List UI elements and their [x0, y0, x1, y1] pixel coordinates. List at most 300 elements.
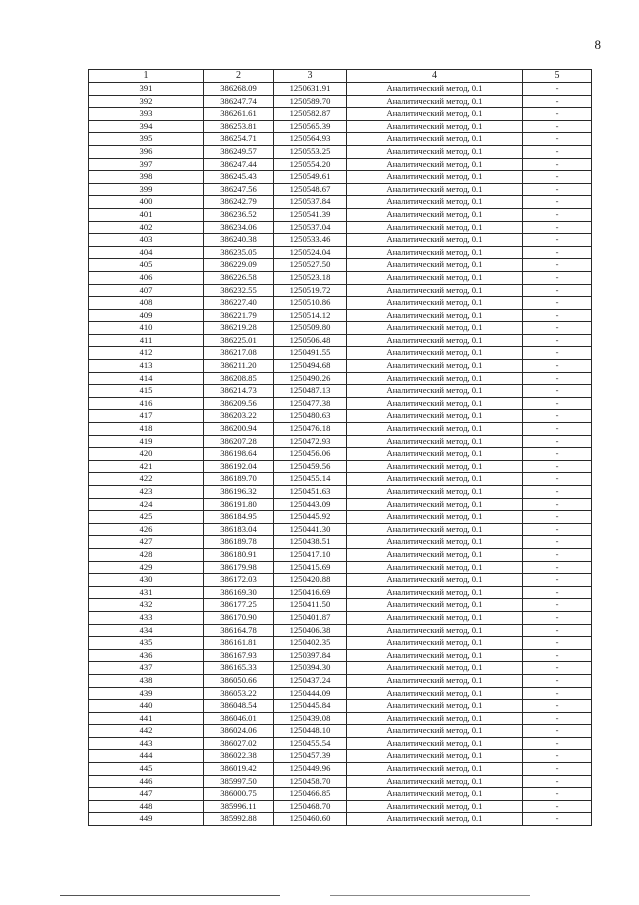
method-cell: Аналитический метод, 0.1 [347, 750, 523, 763]
point-number-cell: 409 [89, 309, 204, 322]
note-cell: - [523, 574, 592, 587]
table-row [89, 284, 592, 297]
point-number-cell: 439 [89, 687, 204, 700]
method-cell: Аналитический метод, 0.1 [347, 813, 523, 826]
y-coordinate-cell: 1250509.80 [274, 322, 347, 335]
y-coordinate-cell: 1250441.30 [274, 523, 347, 536]
method-cell: Аналитический метод, 0.1 [347, 271, 523, 284]
method-cell: Аналитический метод, 0.1 [347, 347, 523, 360]
point-number-cell: 430 [89, 574, 204, 587]
scan-edge-marks [0, 880, 639, 900]
method-cell: Аналитический метод, 0.1 [347, 208, 523, 221]
coordinates-table [88, 69, 592, 826]
x-coordinate-cell: 386180.91 [204, 548, 274, 561]
table-row [89, 145, 592, 158]
x-coordinate-cell: 386177.25 [204, 599, 274, 612]
note-cell: - [523, 511, 592, 524]
y-coordinate-cell: 1250494.68 [274, 360, 347, 373]
table-row [89, 171, 592, 184]
note-cell: - [523, 423, 592, 436]
y-coordinate-cell: 1250444.09 [274, 687, 347, 700]
table-row [89, 347, 592, 360]
y-coordinate-cell: 1250438.51 [274, 536, 347, 549]
table-row [89, 460, 592, 473]
note-cell: - [523, 725, 592, 738]
point-number-cell: 407 [89, 284, 204, 297]
point-number-cell: 393 [89, 108, 204, 121]
method-cell: Аналитический метод, 0.1 [347, 624, 523, 637]
method-cell: Аналитический метод, 0.1 [347, 448, 523, 461]
table-row [89, 763, 592, 776]
y-coordinate-cell: 1250415.69 [274, 561, 347, 574]
y-coordinate-cell: 1250411.50 [274, 599, 347, 612]
note-cell: - [523, 737, 592, 750]
x-coordinate-cell: 386214.73 [204, 385, 274, 398]
y-coordinate-cell: 1250537.04 [274, 221, 347, 234]
x-coordinate-cell: 386164.78 [204, 624, 274, 637]
y-coordinate-cell: 1250449.96 [274, 763, 347, 776]
point-number-cell: 406 [89, 271, 204, 284]
method-cell: Аналитический метод, 0.1 [347, 120, 523, 133]
x-coordinate-cell: 386253.81 [204, 120, 274, 133]
note-cell: - [523, 284, 592, 297]
note-cell: - [523, 763, 592, 776]
method-cell: Аналитический метод, 0.1 [347, 775, 523, 788]
table-row [89, 700, 592, 713]
x-coordinate-cell: 386184.95 [204, 511, 274, 524]
point-number-cell: 434 [89, 624, 204, 637]
point-number-cell: 408 [89, 297, 204, 310]
table-row [89, 523, 592, 536]
y-coordinate-cell: 1250420.88 [274, 574, 347, 587]
y-coordinate-cell: 1250406.38 [274, 624, 347, 637]
method-cell: Аналитический метод, 0.1 [347, 158, 523, 171]
table-row [89, 800, 592, 813]
note-cell: - [523, 624, 592, 637]
x-coordinate-cell: 385992.88 [204, 813, 274, 826]
table-body [89, 83, 592, 826]
note-cell: - [523, 813, 592, 826]
note-cell: - [523, 83, 592, 96]
note-cell: - [523, 385, 592, 398]
table-row [89, 624, 592, 637]
x-coordinate-cell: 386242.79 [204, 196, 274, 209]
table-row [89, 637, 592, 650]
note-cell: - [523, 309, 592, 322]
method-cell: Аналитический метод, 0.1 [347, 360, 523, 373]
point-number-cell: 401 [89, 208, 204, 221]
method-cell: Аналитический метод, 0.1 [347, 435, 523, 448]
point-number-cell: 403 [89, 234, 204, 247]
y-coordinate-cell: 1250443.09 [274, 498, 347, 511]
x-coordinate-cell: 386179.98 [204, 561, 274, 574]
x-coordinate-cell: 386247.44 [204, 158, 274, 171]
table-row [89, 423, 592, 436]
note-cell: - [523, 334, 592, 347]
note-cell: - [523, 649, 592, 662]
method-cell: Аналитический метод, 0.1 [347, 385, 523, 398]
method-cell: Аналитический метод, 0.1 [347, 221, 523, 234]
point-number-cell: 395 [89, 133, 204, 146]
method-cell: Аналитический метод, 0.1 [347, 712, 523, 725]
y-coordinate-cell: 1250589.70 [274, 95, 347, 108]
point-number-cell: 445 [89, 763, 204, 776]
x-coordinate-cell: 386024.06 [204, 725, 274, 738]
y-coordinate-cell: 1250487.13 [274, 385, 347, 398]
point-number-cell: 416 [89, 397, 204, 410]
method-cell: Аналитический метод, 0.1 [347, 234, 523, 247]
y-coordinate-cell: 1250480.63 [274, 410, 347, 423]
y-coordinate-cell: 1250455.14 [274, 473, 347, 486]
table-row [89, 435, 592, 448]
table-row [89, 385, 592, 398]
x-coordinate-cell: 386161.81 [204, 637, 274, 650]
table-row [89, 208, 592, 221]
x-coordinate-cell: 386221.79 [204, 309, 274, 322]
table-row [89, 674, 592, 687]
x-coordinate-cell: 386169.30 [204, 586, 274, 599]
note-cell: - [523, 347, 592, 360]
method-cell: Аналитический метод, 0.1 [347, 473, 523, 486]
note-cell: - [523, 196, 592, 209]
table-row [89, 574, 592, 587]
method-cell: Аналитический метод, 0.1 [347, 586, 523, 599]
point-number-cell: 419 [89, 435, 204, 448]
note-cell: - [523, 271, 592, 284]
x-coordinate-cell: 386027.02 [204, 737, 274, 750]
point-number-cell: 435 [89, 637, 204, 650]
table-row [89, 662, 592, 675]
point-number-cell: 405 [89, 259, 204, 272]
point-number-cell: 410 [89, 322, 204, 335]
y-coordinate-cell: 1250553.25 [274, 145, 347, 158]
note-cell: - [523, 133, 592, 146]
point-number-cell: 425 [89, 511, 204, 524]
x-coordinate-cell: 386192.04 [204, 460, 274, 473]
table-row [89, 498, 592, 511]
scan-line [330, 895, 530, 896]
y-coordinate-cell: 1250445.84 [274, 700, 347, 713]
x-coordinate-cell: 386245.43 [204, 171, 274, 184]
x-coordinate-cell: 386183.04 [204, 523, 274, 536]
y-coordinate-cell: 1250456.06 [274, 448, 347, 461]
method-cell: Аналитический метод, 0.1 [347, 133, 523, 146]
y-coordinate-cell: 1250582.87 [274, 108, 347, 121]
y-coordinate-cell: 1250564.93 [274, 133, 347, 146]
method-cell: Аналитический метод, 0.1 [347, 372, 523, 385]
method-cell: Аналитический метод, 0.1 [347, 700, 523, 713]
note-cell: - [523, 486, 592, 499]
table-row [89, 297, 592, 310]
note-cell: - [523, 536, 592, 549]
note-cell: - [523, 360, 592, 373]
note-cell: - [523, 448, 592, 461]
note-cell: - [523, 586, 592, 599]
note-cell: - [523, 700, 592, 713]
x-coordinate-cell: 386046.01 [204, 712, 274, 725]
method-cell: Аналитический метод, 0.1 [347, 637, 523, 650]
table-row [89, 234, 592, 247]
y-coordinate-cell: 1250490.26 [274, 372, 347, 385]
y-coordinate-cell: 1250537.84 [274, 196, 347, 209]
note-cell: - [523, 662, 592, 675]
point-number-cell: 429 [89, 561, 204, 574]
x-coordinate-cell: 386198.64 [204, 448, 274, 461]
point-number-cell: 412 [89, 347, 204, 360]
point-number-cell: 431 [89, 586, 204, 599]
y-coordinate-cell: 1250394.30 [274, 662, 347, 675]
point-number-cell: 392 [89, 95, 204, 108]
table-row [89, 83, 592, 96]
x-coordinate-cell: 386247.74 [204, 95, 274, 108]
method-cell: Аналитический метод, 0.1 [347, 674, 523, 687]
table-row [89, 183, 592, 196]
point-number-cell: 427 [89, 536, 204, 549]
y-coordinate-cell: 1250510.86 [274, 297, 347, 310]
note-cell: - [523, 548, 592, 561]
table-row [89, 410, 592, 423]
x-coordinate-cell: 386048.54 [204, 700, 274, 713]
y-coordinate-cell: 1250527.50 [274, 259, 347, 272]
point-number-cell: 428 [89, 548, 204, 561]
page-number: 8 [594, 37, 601, 52]
note-cell: - [523, 637, 592, 650]
header-cell-1: 1 [89, 70, 204, 83]
x-coordinate-cell: 386019.42 [204, 763, 274, 776]
point-number-cell: 447 [89, 788, 204, 801]
method-cell: Аналитический метод, 0.1 [347, 649, 523, 662]
y-coordinate-cell: 1250565.39 [274, 120, 347, 133]
scan-line [60, 895, 280, 896]
y-coordinate-cell: 1250397.84 [274, 649, 347, 662]
table-row [89, 775, 592, 788]
point-number-cell: 446 [89, 775, 204, 788]
note-cell: - [523, 234, 592, 247]
method-cell: Аналитический метод, 0.1 [347, 788, 523, 801]
table-row [89, 599, 592, 612]
method-cell: Аналитический метод, 0.1 [347, 95, 523, 108]
y-coordinate-cell: 1250631.91 [274, 83, 347, 96]
point-number-cell: 398 [89, 171, 204, 184]
method-cell: Аналитический метод, 0.1 [347, 548, 523, 561]
point-number-cell: 449 [89, 813, 204, 826]
point-number-cell: 432 [89, 599, 204, 612]
table-row [89, 246, 592, 259]
note-cell: - [523, 674, 592, 687]
note-cell: - [523, 750, 592, 763]
x-coordinate-cell: 386170.90 [204, 611, 274, 624]
y-coordinate-cell: 1250519.72 [274, 284, 347, 297]
note-cell: - [523, 611, 592, 624]
point-number-cell: 396 [89, 145, 204, 158]
method-cell: Аналитический метод, 0.1 [347, 687, 523, 700]
method-cell: Аналитический метод, 0.1 [347, 322, 523, 335]
x-coordinate-cell: 386261.61 [204, 108, 274, 121]
point-number-cell: 444 [89, 750, 204, 763]
point-number-cell: 421 [89, 460, 204, 473]
y-coordinate-cell: 1250477.38 [274, 397, 347, 410]
point-number-cell: 424 [89, 498, 204, 511]
method-cell: Аналитический метод, 0.1 [347, 397, 523, 410]
point-number-cell: 391 [89, 83, 204, 96]
x-coordinate-cell: 386249.57 [204, 145, 274, 158]
point-number-cell: 440 [89, 700, 204, 713]
table-row [89, 511, 592, 524]
table-row [89, 737, 592, 750]
note-cell: - [523, 775, 592, 788]
table-row [89, 750, 592, 763]
note-cell: - [523, 498, 592, 511]
x-coordinate-cell: 386234.06 [204, 221, 274, 234]
note-cell: - [523, 397, 592, 410]
x-coordinate-cell: 386226.58 [204, 271, 274, 284]
y-coordinate-cell: 1250417.10 [274, 548, 347, 561]
y-coordinate-cell: 1250455.54 [274, 737, 347, 750]
table-row [89, 95, 592, 108]
table-row [89, 536, 592, 549]
table-row [89, 221, 592, 234]
table-row [89, 687, 592, 700]
note-cell: - [523, 788, 592, 801]
table-header-row [89, 70, 592, 83]
x-coordinate-cell: 386207.28 [204, 435, 274, 448]
x-coordinate-cell: 386247.56 [204, 183, 274, 196]
point-number-cell: 418 [89, 423, 204, 436]
method-cell: Аналитический метод, 0.1 [347, 498, 523, 511]
method-cell: Аналитический метод, 0.1 [347, 410, 523, 423]
x-coordinate-cell: 386172.03 [204, 574, 274, 587]
x-coordinate-cell: 386000.75 [204, 788, 274, 801]
y-coordinate-cell: 1250457.39 [274, 750, 347, 763]
y-coordinate-cell: 1250437.24 [274, 674, 347, 687]
table-row [89, 788, 592, 801]
point-number-cell: 422 [89, 473, 204, 486]
note-cell: - [523, 523, 592, 536]
method-cell: Аналитический метод, 0.1 [347, 171, 523, 184]
table-row [89, 712, 592, 725]
y-coordinate-cell: 1250439.08 [274, 712, 347, 725]
table-row [89, 108, 592, 121]
y-coordinate-cell: 1250458.70 [274, 775, 347, 788]
note-cell: - [523, 171, 592, 184]
note-cell: - [523, 712, 592, 725]
x-coordinate-cell: 386208.85 [204, 372, 274, 385]
note-cell: - [523, 145, 592, 158]
y-coordinate-cell: 1250459.56 [274, 460, 347, 473]
table-row [89, 322, 592, 335]
header-cell-4: 4 [347, 70, 523, 83]
table-row [89, 611, 592, 624]
x-coordinate-cell: 386219.28 [204, 322, 274, 335]
table-row [89, 473, 592, 486]
method-cell: Аналитический метод, 0.1 [347, 284, 523, 297]
note-cell: - [523, 687, 592, 700]
point-number-cell: 397 [89, 158, 204, 171]
y-coordinate-cell: 1250506.48 [274, 334, 347, 347]
point-number-cell: 420 [89, 448, 204, 461]
note-cell: - [523, 473, 592, 486]
table-row [89, 548, 592, 561]
table-row [89, 158, 592, 171]
point-number-cell: 437 [89, 662, 204, 675]
method-cell: Аналитический метод, 0.1 [347, 737, 523, 750]
x-coordinate-cell: 386240.38 [204, 234, 274, 247]
y-coordinate-cell: 1250448.10 [274, 725, 347, 738]
table-row [89, 271, 592, 284]
point-number-cell: 411 [89, 334, 204, 347]
point-number-cell: 442 [89, 725, 204, 738]
table-row [89, 649, 592, 662]
method-cell: Аналитический метод, 0.1 [347, 511, 523, 524]
note-cell: - [523, 158, 592, 171]
point-number-cell: 413 [89, 360, 204, 373]
table-row [89, 360, 592, 373]
y-coordinate-cell: 1250416.69 [274, 586, 347, 599]
note-cell: - [523, 108, 592, 121]
method-cell: Аналитический метод, 0.1 [347, 183, 523, 196]
table-row [89, 372, 592, 385]
x-coordinate-cell: 386053.22 [204, 687, 274, 700]
x-coordinate-cell: 386211.20 [204, 360, 274, 373]
y-coordinate-cell: 1250451.63 [274, 486, 347, 499]
x-coordinate-cell: 385997.50 [204, 775, 274, 788]
point-number-cell: 441 [89, 712, 204, 725]
method-cell: Аналитический метод, 0.1 [347, 334, 523, 347]
method-cell: Аналитический метод, 0.1 [347, 259, 523, 272]
note-cell: - [523, 120, 592, 133]
note-cell: - [523, 460, 592, 473]
x-coordinate-cell: 386191.80 [204, 498, 274, 511]
x-coordinate-cell: 386022.38 [204, 750, 274, 763]
x-coordinate-cell: 385996.11 [204, 800, 274, 813]
table-row [89, 397, 592, 410]
x-coordinate-cell: 386209.56 [204, 397, 274, 410]
point-number-cell: 402 [89, 221, 204, 234]
method-cell: Аналитический метод, 0.1 [347, 297, 523, 310]
header-cell-3: 3 [274, 70, 347, 83]
y-coordinate-cell: 1250468.70 [274, 800, 347, 813]
table-row [89, 486, 592, 499]
x-coordinate-cell: 386189.70 [204, 473, 274, 486]
y-coordinate-cell: 1250554.20 [274, 158, 347, 171]
table-row [89, 813, 592, 826]
point-number-cell: 448 [89, 800, 204, 813]
note-cell: - [523, 372, 592, 385]
point-number-cell: 400 [89, 196, 204, 209]
point-number-cell: 433 [89, 611, 204, 624]
method-cell: Аналитический метод, 0.1 [347, 460, 523, 473]
y-coordinate-cell: 1250460.60 [274, 813, 347, 826]
y-coordinate-cell: 1250533.46 [274, 234, 347, 247]
y-coordinate-cell: 1250401.87 [274, 611, 347, 624]
header-cell-2: 2 [204, 70, 274, 83]
table-row [89, 586, 592, 599]
x-coordinate-cell: 386225.01 [204, 334, 274, 347]
method-cell: Аналитический метод, 0.1 [347, 536, 523, 549]
method-cell: Аналитический метод, 0.1 [347, 83, 523, 96]
y-coordinate-cell: 1250524.04 [274, 246, 347, 259]
x-coordinate-cell: 386203.22 [204, 410, 274, 423]
method-cell: Аналитический метод, 0.1 [347, 763, 523, 776]
table-row [89, 561, 592, 574]
method-cell: Аналитический метод, 0.1 [347, 561, 523, 574]
note-cell: - [523, 561, 592, 574]
y-coordinate-cell: 1250548.67 [274, 183, 347, 196]
y-coordinate-cell: 1250476.18 [274, 423, 347, 436]
point-number-cell: 426 [89, 523, 204, 536]
method-cell: Аналитический метод, 0.1 [347, 574, 523, 587]
y-coordinate-cell: 1250445.92 [274, 511, 347, 524]
